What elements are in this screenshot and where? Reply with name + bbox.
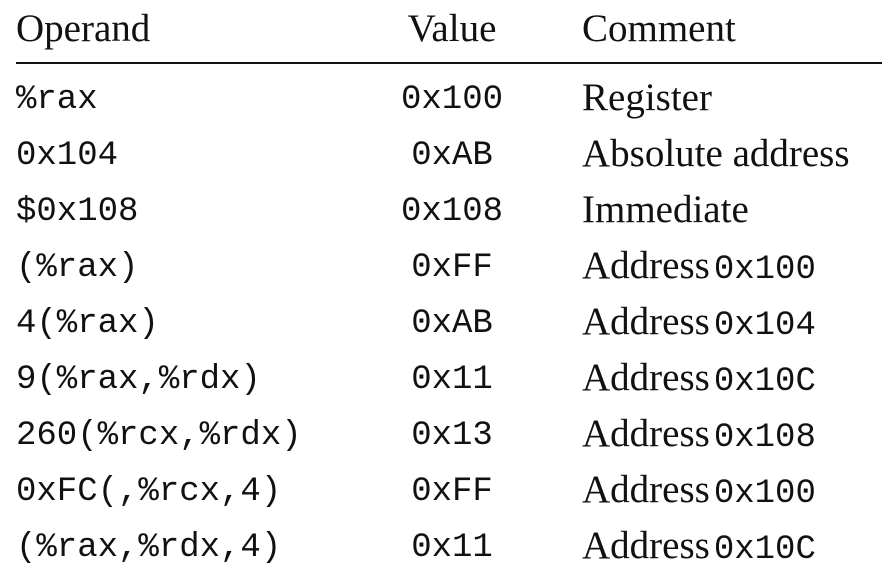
- value-cell: 0xAB: [411, 137, 493, 175]
- table-row: [16, 519, 884, 575]
- value-cell: 0x100: [400, 81, 504, 119]
- header-rule: [16, 62, 882, 64]
- operand-cell: 4(%rax): [16, 305, 159, 343]
- comment-address: 0x108: [713, 419, 816, 457]
- comment-address: 0x100: [713, 475, 816, 513]
- comment-cell: [582, 523, 816, 569]
- value-cell: 0x13: [411, 417, 493, 455]
- comment-address: 0x104: [713, 307, 816, 345]
- operand-cell: 260(%rcx,%rdx): [16, 417, 302, 455]
- comment-text: Register: [582, 76, 712, 119]
- comment-text: Immediate: [582, 188, 749, 231]
- table-row: [16, 463, 884, 519]
- operand-cell: (%rax): [16, 249, 139, 287]
- comment-address: 0x10C: [713, 531, 816, 569]
- comment-text: Address: [582, 468, 710, 511]
- table-row: [16, 295, 884, 351]
- table-row: [16, 71, 884, 127]
- comment-text: Absolute address: [582, 132, 850, 175]
- comment-cell: [582, 75, 712, 120]
- comment-text: Address: [582, 412, 710, 455]
- operand-cell: $0x108: [16, 193, 139, 231]
- table-row: [16, 407, 884, 463]
- operand-cell: (%rax,%rdx,4): [16, 529, 282, 567]
- table-body: [16, 71, 884, 575]
- header-comment: Comment: [582, 7, 736, 50]
- table-header: [16, 0, 884, 62]
- comment-text: Address: [582, 524, 710, 567]
- value-cell: 0x108: [400, 193, 504, 231]
- table-row: [16, 239, 884, 295]
- comment-text: Address: [582, 300, 710, 343]
- value-cell: 0xFF: [411, 249, 493, 287]
- value-cell: 0xAB: [411, 305, 493, 343]
- value-cell: 0x11: [411, 529, 493, 567]
- comment-cell: [582, 467, 816, 513]
- header-operand: Operand: [16, 7, 151, 50]
- comment-cell: [582, 355, 816, 401]
- operand-cell: 9(%rax,%rdx): [16, 361, 261, 399]
- header-value: Value: [407, 7, 497, 50]
- comment-cell: [582, 187, 749, 232]
- table-row: [16, 351, 884, 407]
- comment-text: Address: [582, 244, 710, 287]
- operand-cell: 0x104: [16, 137, 119, 175]
- comment-cell: [582, 299, 816, 345]
- comment-text: Address: [582, 356, 710, 399]
- comment-address: 0x10C: [713, 363, 816, 401]
- value-cell: 0xFF: [411, 473, 493, 511]
- comment-cell: [582, 411, 816, 457]
- table-row: [16, 183, 884, 239]
- comment-cell: [582, 131, 850, 176]
- operand-cell: 0xFC(,%rcx,4): [16, 473, 282, 511]
- table-row: [16, 127, 884, 183]
- operand-table: [16, 0, 884, 569]
- operand-cell: %rax: [16, 81, 98, 119]
- comment-address: 0x100: [713, 251, 816, 289]
- comment-cell: [582, 243, 816, 289]
- value-cell: 0x11: [411, 361, 493, 399]
